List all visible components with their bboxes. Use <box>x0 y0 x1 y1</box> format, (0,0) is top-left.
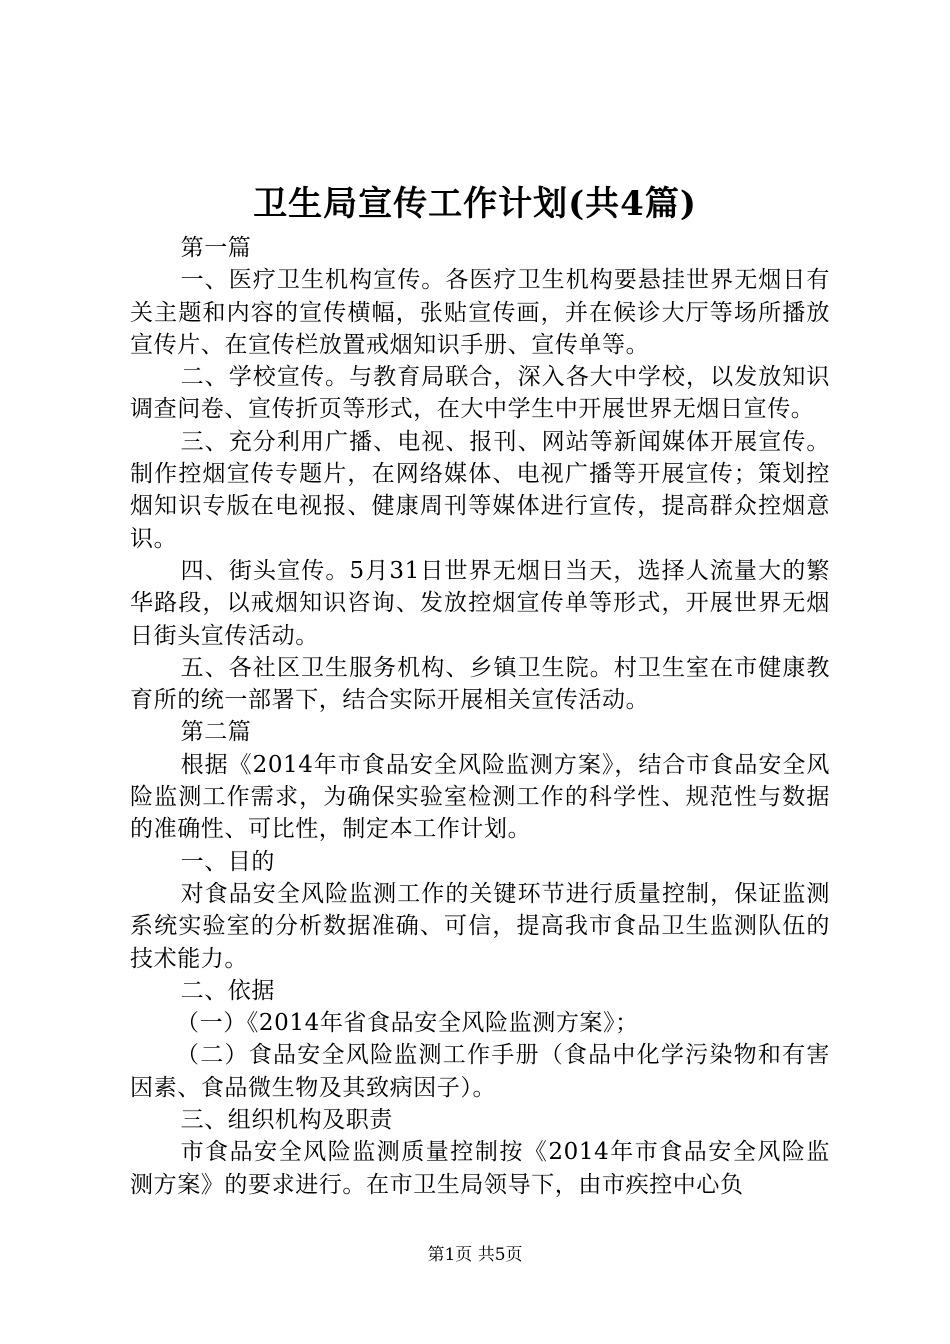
paragraph: （一）《2014年省食品安全风险监测方案》； <box>176 1010 639 1037</box>
paragraph: （二）食品安全风险监测工作手册（食品中化学污染物和有害因素、食品微生物及其致病因子）。 <box>130 1042 830 1101</box>
paragraph: 对食品安全风险监测工作的关键环节进行质量控制，保证监测系统实验室的分析数据准确、可信，提高我市食品卫生监测队伍的技术能力。 <box>130 880 830 972</box>
section-heading-first: 第一篇 <box>180 235 252 261</box>
paragraph: 市食品安全风险监测质量控制按《2014年市食品安全风险监测方案》的要求进行。在市卫生局领导下，由市疾控中心负 <box>130 1139 830 1198</box>
paragraph: 一、医疗卫生机构宣传。各医疗卫生机构要悬挂世界无烟日有关主题和内容的宣传横幅，张贴宣传画，并在候诊大厅等场所播放宣传片、在宣传栏放置戒烟知识手册、宣传单等。 <box>130 267 830 358</box>
subheading-purpose: 一、目的 <box>180 848 275 875</box>
document-title: 卫生局宣传工作计划(共4篇) <box>253 184 697 224</box>
document-body <box>130 232 830 1201</box>
subheading-organization: 三、组织机构及职责 <box>180 1107 393 1134</box>
paragraph: 四、街头宣传。5月31日世界无烟日当天，选择人流量大的繁华路段，以戒烟知识咨询、发放控烟宣传单等形式，开展世界无烟日街头宣传活动。 <box>130 557 830 649</box>
paragraph: 五、各社区卫生服务机构、乡镇卫生院。村卫生室在市健康教育所的统一部署下，结合实际开展相关宣传活动。 <box>130 654 830 714</box>
section-heading-second: 第二篇 <box>180 719 252 746</box>
paragraph: 根据《2014年市食品安全风险监测方案》，结合市食品安全风险监测工作需求，为确保实验室检测工作的科学性、规范性与数据的准确性、可比性，制定本工作计划。 <box>130 751 830 843</box>
paragraph: 三、充分利用广播、电视、报刊、网站等新闻媒体开展宣传。制作控烟宣传专题片，在网络媒体、电视广播等开展宣传；策划控烟知识专版在电视报、健康周刊等媒体进行宣传，提高群众控烟意识。 <box>130 428 830 552</box>
subheading-basis: 二、依据 <box>180 977 275 1004</box>
page-footer: 第1页 共5页 <box>427 1245 523 1265</box>
paragraph: 二、学校宣传。与教育局联合，深入各大中学校，以发放知识调查问卷、宣传折页等形式，在大中学生中开展世界无烟日宣传。 <box>130 364 830 423</box>
